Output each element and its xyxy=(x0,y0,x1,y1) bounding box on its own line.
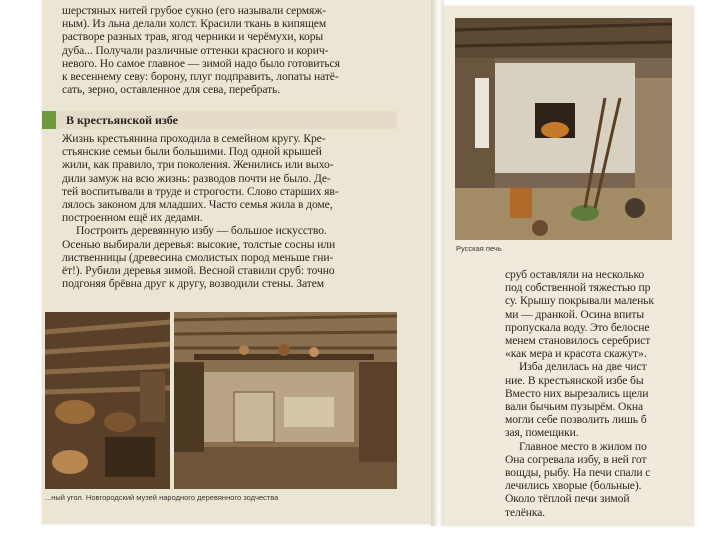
text-line: шерстяных нитей грубое сукно (его называли сермяж- xyxy=(62,4,326,17)
text-line: сать, зерно, оставленное для сева, перебрать. xyxy=(62,83,281,97)
text-line: Изба делилась на две чист xyxy=(519,360,647,374)
text-line: су. Крышу покрывали маленьк xyxy=(505,294,654,308)
text-line: вали бычьим пузырём. Окна xyxy=(505,400,644,414)
text-line: сруб оставляли на несколько xyxy=(505,268,645,281)
right-paragraph xyxy=(505,268,687,519)
text-line: Жизнь крестьянина проходила в семейном кругу. Кре- xyxy=(62,132,326,145)
text-line: Осенью выбирали деревья: высокие, толстые сосны или xyxy=(62,237,336,251)
text-line: ние. В крестьянской избе бы xyxy=(505,373,644,387)
text-line: стьянские семьи были большими. Под одной крышей xyxy=(62,145,322,159)
text-line: дуба... Получали различные оттенки красного и корич- xyxy=(62,43,329,57)
right-photo-caption: Русская печь xyxy=(456,244,502,253)
text-line: лечились хворые (больные). xyxy=(505,479,642,493)
text-line: зая, помещики. xyxy=(505,426,579,440)
text-line: Главное место в жилом по xyxy=(519,439,647,453)
section-title: В крестьянской избе xyxy=(66,113,178,127)
text-line: растворе разных трав, ягод черники и черёмухи, коры xyxy=(62,30,324,44)
text-line: невого. Но самое главное — зимой надо было готовиться xyxy=(62,56,340,70)
text-line: телёнка. xyxy=(505,505,546,519)
text-line: жили, как правило, три поколения. Женились или выхо- xyxy=(62,158,334,172)
book-gutter xyxy=(431,0,444,526)
text-line: построенном ещё их дедами. xyxy=(62,211,203,225)
text-line: Вместо них вырезались щели xyxy=(505,386,649,400)
text-line: тей воспитывали в труде и строгости. Слово старших яв- xyxy=(62,184,339,198)
text-line: ми — дранкой. Осина впиты xyxy=(505,307,645,321)
text-line: могли себе позволить лишь б xyxy=(505,413,647,427)
text-line: под собственной тяжестью пр xyxy=(505,281,651,295)
text-line: к весеннему севу: борону, плуг подправить, лопаты натё- xyxy=(62,70,339,84)
text-line: Она согревала избу, в ней гот xyxy=(505,452,647,466)
top-paragraph xyxy=(62,4,407,96)
text-line: лиственницы (древесина смолистых пород меньше гни- xyxy=(62,250,334,264)
text-line: вощды, рыбу. На печи спали с xyxy=(505,466,651,480)
left-photo-caption: ...ный угол. Новгородский музей народного деревянного зодчества xyxy=(45,493,279,502)
text-line: подгоняя брёвна друг к другу, возводили стены. Затем xyxy=(62,277,324,291)
text-line: «как мера и красота скажут». xyxy=(505,347,647,361)
russian-stove-photo xyxy=(455,18,672,240)
interior-corner-photo xyxy=(45,312,170,489)
text-line: пропускала воду. Это белосне xyxy=(505,320,650,334)
text-line: менем становилось серебрист xyxy=(505,334,651,348)
text-line: лялось законом для младших. Часто семья жила в доме, xyxy=(62,198,333,212)
text-line: дили замуж на всю жизнь: разводов почти не было. Де- xyxy=(62,171,331,185)
text-line: Около тёплой печи зимой xyxy=(505,492,630,506)
text-line: ёт!). Рубили деревья зимой. Весной ставили сруб: точно xyxy=(62,264,335,278)
text-line: Построить деревянную избу — большое искусство. xyxy=(76,224,327,238)
text-line: ным). Из льна делали холст. Красили ткань в кипящем xyxy=(62,17,327,31)
izba-interior-photo xyxy=(174,312,397,489)
main-paragraph xyxy=(62,132,400,290)
